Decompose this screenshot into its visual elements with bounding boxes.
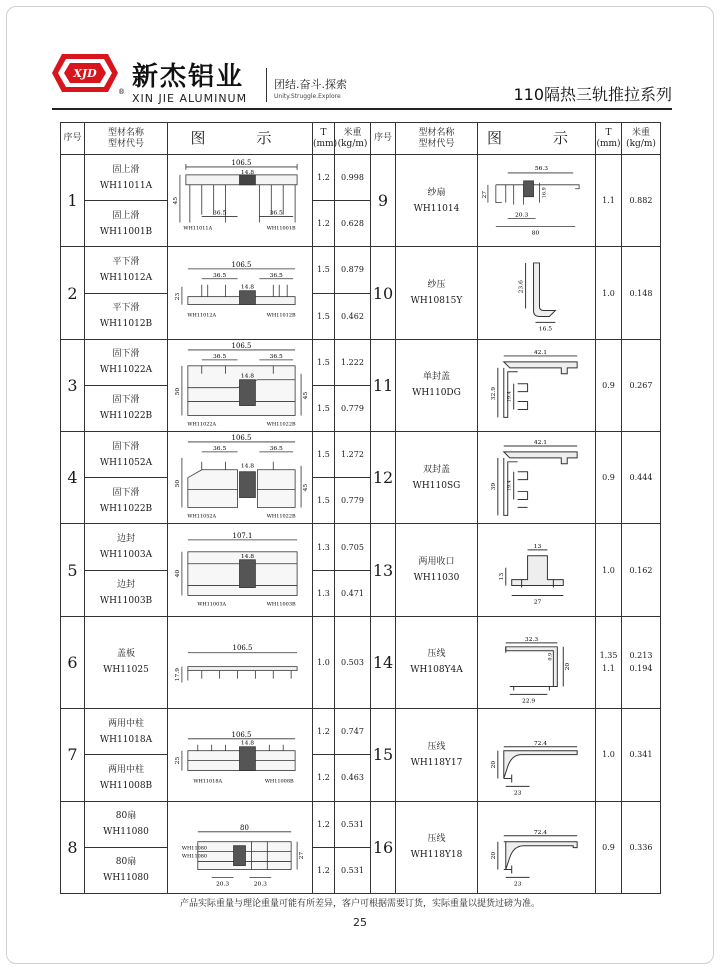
profile-name: 盖板 (116, 649, 135, 660)
seq-number: 6 (61, 616, 85, 708)
profile-diagram (478, 155, 596, 247)
footnote: 产品实际重量与理论重量可能有所差异，客户可根据需要订货，实际重量以提货过磅为准。 (179, 899, 540, 909)
header-t-unit-right: (mm) (596, 138, 621, 149)
profile-cell (85, 755, 168, 801)
page-number: 25 (353, 916, 367, 929)
series-title: 110隔热三轨推拉系列 (513, 85, 672, 104)
weight: 0.531 (335, 847, 371, 893)
profile-diagram (168, 709, 313, 801)
slogan-cn: 团结.奋斗.探索 (274, 78, 347, 91)
slogan-en: Unity.Struggle.Explore (274, 93, 341, 100)
thickness: 1.2 (313, 755, 335, 801)
weight: 0.162 (622, 524, 661, 616)
dim-label: 106.5 (231, 730, 252, 739)
thickness: 1.5 (313, 385, 335, 431)
profile-drawing (478, 709, 595, 800)
weight: 0.267 (622, 339, 661, 431)
thickness: 1.2 (313, 847, 335, 893)
dim-label: 39 (489, 482, 497, 491)
weight: 1.272 (335, 432, 371, 478)
profile-code: WH118Y18 (410, 850, 463, 861)
profile-code: WH11014 (413, 203, 460, 214)
profile-code: WH11080 (103, 873, 149, 884)
dim-label: 23 (173, 293, 181, 301)
profile-drawing (478, 155, 595, 246)
weight: 0.779 (335, 385, 371, 431)
profile-diagram (478, 616, 596, 708)
profile-name: 固下滑 (112, 487, 140, 498)
profile-diagram (168, 432, 313, 524)
part-tag: WH11080 (181, 853, 208, 860)
profile-diagram (168, 616, 313, 708)
profile-cell (85, 570, 168, 616)
dim-label: 45 (302, 391, 310, 400)
header-t-right (596, 123, 622, 155)
profile-name: 80扇 (115, 811, 137, 822)
profile-code: WH108Y4A (410, 665, 463, 676)
profile-cell (85, 801, 168, 847)
dim-label: 14.8 (240, 739, 255, 747)
profile-name: 纱扇 (427, 187, 446, 198)
dim-label: 36.5 (213, 352, 227, 360)
dim-label: 23 (513, 879, 522, 887)
header-weight-label: 米重 (343, 127, 362, 138)
profile-code: WH110DG (412, 388, 461, 399)
profile-name: 两用收口 (418, 557, 455, 568)
dim-label: 36.5 (269, 272, 283, 280)
profile-name: 固上滑 (112, 210, 140, 221)
dim-label: 80 (240, 823, 249, 832)
profile-code: WH10815Y (410, 296, 463, 307)
profile-drawing (478, 247, 595, 338)
header-code-right: 型材代号 (418, 138, 455, 149)
dim-label: 32.9 (489, 386, 497, 400)
dim-label: 16.5 (538, 325, 553, 333)
profile-cell (396, 432, 478, 524)
weight: 0.705 (335, 524, 371, 570)
profile-drawing (478, 617, 595, 708)
dim-label: 23 (513, 789, 522, 797)
weight: 0.341 (622, 709, 661, 801)
profile-code: WH118Y17 (410, 757, 463, 768)
weight: 0.882 (622, 155, 661, 247)
header-diagram: 图 示 (168, 123, 313, 155)
profile-name: 边封 (116, 580, 135, 591)
dim-label: 56.3 (534, 164, 549, 172)
dim-label: 14.8 (240, 372, 255, 380)
thickness: 1.5 (313, 432, 335, 478)
thickness-b: 1.1 (602, 664, 615, 674)
table-row (61, 432, 661, 478)
header-seq-right: 序号 (371, 123, 396, 155)
dim-label: 14.8 (240, 284, 255, 292)
profile-code: WH11003A (99, 550, 153, 561)
profile-diagram (478, 801, 596, 893)
dim-label: 36.5 (269, 352, 283, 360)
seq-number: 11 (371, 339, 396, 431)
thickness: 1.2 (313, 155, 335, 201)
dim-label: 72.4 (533, 828, 548, 836)
profile-drawing (168, 802, 312, 893)
profile-code: WH11018A (99, 734, 153, 745)
seq-number: 5 (61, 524, 85, 616)
part-tag: WH11052A (187, 513, 217, 520)
dim-label: 80 (531, 229, 540, 237)
dim-label: 36.5 (213, 209, 227, 217)
profile-code: WH11022B (99, 411, 153, 422)
profile-diagram (478, 524, 596, 616)
profile-cell (396, 339, 478, 431)
profile-code: WH11022A (99, 365, 153, 376)
catalog-header (52, 50, 672, 110)
profile-name: 压线 (427, 649, 446, 660)
seq-number: 2 (61, 247, 85, 339)
part-tag: WH11080 (181, 845, 208, 852)
profile-cell (396, 247, 478, 339)
table-row (61, 155, 661, 201)
dim-label: 42.1 (533, 348, 548, 356)
weight: 0.503 (335, 616, 371, 708)
thickness: 1.0 (596, 709, 622, 801)
brand-name-en: XIN JIE ALUMINUM (132, 92, 248, 105)
profile-code: WH11012B (99, 319, 153, 330)
table-row (61, 709, 661, 755)
brand-separator (266, 68, 267, 102)
profile-code: WH11012A (99, 272, 153, 283)
dim-label: 14.8 (240, 553, 255, 561)
dim-label: 50 (173, 479, 181, 488)
weight: 0.747 (335, 709, 371, 755)
header-t (313, 123, 338, 155)
seq-number: 13 (371, 524, 396, 616)
profile-cell (396, 709, 478, 801)
registered-mark: ® (118, 88, 125, 96)
profile-name: 两用中柱 (107, 764, 144, 775)
dim-label: 13 (497, 573, 505, 581)
seq-number: 15 (371, 709, 396, 801)
profile-name: 固下滑 (112, 349, 140, 360)
thickness (596, 616, 622, 708)
profile-name: 平下滑 (112, 256, 140, 267)
dim-label: 107.1 (232, 532, 253, 541)
header-weight-label-right: 米重 (631, 127, 650, 138)
profile-code: WH11052A (99, 457, 153, 468)
dim-label: 19.4 (506, 480, 513, 492)
profile-diagram (168, 339, 313, 431)
thickness: 1.5 (313, 247, 335, 293)
dim-label: 23.6 (517, 280, 525, 294)
dim-label: 106.5 (232, 643, 253, 652)
dim-label: 20 (489, 760, 497, 769)
dim-label: 40 (173, 570, 181, 578)
thickness: 1.0 (596, 524, 622, 616)
profile-code: WH11001B (99, 226, 153, 237)
profile-code: WH11011A (99, 180, 153, 191)
weight (622, 616, 661, 708)
profile-code: WH11022B (99, 503, 153, 514)
header-weight-unit: (kg/m) (337, 138, 368, 149)
dim-label: 72.4 (533, 739, 548, 747)
weight: 0.471 (335, 570, 371, 616)
dim-label: 22.9 (521, 697, 536, 705)
profile-drawing (168, 524, 312, 615)
seq-number: 16 (371, 801, 396, 893)
dim-label: 106.5 (231, 341, 252, 350)
profile-diagram (168, 801, 313, 893)
part-tag: WH11003A (197, 601, 227, 608)
profile-cell (85, 432, 168, 478)
dim-label: 14.8 (240, 462, 255, 470)
table-header-row (61, 123, 661, 155)
header-t-label-right: T (605, 127, 612, 138)
dim-label: 20.3 (515, 211, 529, 219)
profile-diagram (478, 709, 596, 801)
header-weight-unit-right: (kg/m) (626, 138, 656, 149)
thickness: 1.5 (313, 478, 335, 524)
dim-label: 42.1 (533, 439, 548, 447)
profile-code: WH11008B (99, 780, 153, 791)
part-tag: WH11022A (187, 421, 217, 428)
weight: 0.998 (335, 155, 371, 201)
part-tag: WH11011A (183, 225, 213, 232)
dim-label: 20.3 (216, 879, 230, 887)
profile-name: 平下滑 (112, 303, 140, 314)
profile-cell (85, 247, 168, 293)
dim-label: 32.3 (524, 635, 539, 643)
dim-label: 27 (480, 190, 488, 199)
dim-label: 20.3 (253, 879, 267, 887)
profile-name: 80扇 (115, 857, 137, 868)
thickness: 1.3 (313, 524, 335, 570)
table-row (61, 801, 661, 847)
profile-name: 压线 (427, 741, 446, 752)
seq-number: 4 (61, 432, 85, 524)
header-name-right: 型材名称 (418, 127, 455, 138)
thickness: 0.9 (596, 432, 622, 524)
profile-diagram (168, 524, 313, 616)
table-row (61, 524, 661, 570)
profile-cell (396, 801, 478, 893)
dim-label: 25 (173, 757, 181, 765)
header-weight-right (622, 123, 661, 155)
table-row (61, 616, 661, 708)
weight-b: 0.194 (629, 664, 653, 674)
header-code: 型材代号 (107, 138, 144, 149)
profile-name: 双封盖 (422, 464, 450, 475)
dim-label: 0.9 (547, 652, 554, 661)
profile-cell (85, 155, 168, 201)
dim-label: 106.5 (231, 434, 252, 443)
dim-label: 45 (171, 196, 179, 205)
profile-code: WH11025 (103, 665, 149, 676)
thickness: 0.9 (596, 339, 622, 431)
profile-name: 两用中柱 (107, 718, 144, 729)
seq-number: 10 (371, 247, 396, 339)
profile-code: WH11030 (413, 573, 460, 584)
part-tag: WH11001B (266, 225, 296, 232)
dim-label: 36.5 (269, 444, 283, 452)
header-t-unit: (mm) (313, 138, 338, 149)
header-seq: 序号 (61, 123, 85, 155)
dim-label: 106.5 (231, 158, 252, 167)
dim-label: 36.5 (213, 444, 227, 452)
profile-code: WH110SG (412, 480, 461, 491)
profile-name: 纱压 (427, 280, 446, 291)
profile-name: 固上滑 (112, 164, 140, 175)
part-tag: WH11008B (264, 778, 294, 785)
dim-label: 20 (564, 662, 572, 671)
profile-cell (85, 847, 168, 893)
dim-label: 106.5 (231, 261, 252, 270)
weight: 0.462 (335, 293, 371, 339)
header-weight (335, 123, 371, 155)
weight: 0.444 (622, 432, 661, 524)
dim-label: 50 (173, 387, 181, 396)
seq-number: 8 (61, 801, 85, 893)
seq-number: 9 (371, 155, 396, 247)
thickness: 1.5 (313, 339, 335, 385)
dim-label: 14.8 (240, 168, 255, 176)
weight: 0.879 (335, 247, 371, 293)
dim-label: 17.9 (173, 667, 181, 682)
thickness-a: 1.35 (599, 651, 618, 661)
profile-drawing (168, 709, 312, 800)
header-rule (52, 108, 672, 110)
part-tag: WH11012B (266, 312, 296, 319)
profile-drawing (478, 432, 595, 523)
profile-name: 压线 (427, 834, 446, 845)
profile-cell (85, 339, 168, 385)
profile-cell (85, 385, 168, 431)
profile-catalog-table (60, 122, 661, 894)
profile-cell (396, 616, 478, 708)
xjd-logo-icon (52, 50, 124, 96)
seq-number: 3 (61, 339, 85, 431)
dim-label: 20 (489, 851, 497, 859)
brand-name-cn: 新杰铝业 (132, 62, 245, 92)
profile-diagram (478, 432, 596, 524)
profile-name: 边封 (116, 534, 135, 545)
thickness: 1.3 (313, 570, 335, 616)
seq-number: 7 (61, 709, 85, 801)
weight: 1.222 (335, 339, 371, 385)
thickness: 1.0 (596, 247, 622, 339)
profile-cell (396, 524, 478, 616)
table-row (61, 247, 661, 293)
profile-cell (85, 293, 168, 339)
profile-name: 单封盖 (422, 372, 450, 383)
seq-number: 14 (371, 616, 396, 708)
weight: 0.628 (335, 201, 371, 247)
profile-cell (85, 616, 168, 708)
profile-drawing (478, 340, 595, 431)
profile-drawing (168, 340, 312, 431)
weight: 0.531 (335, 801, 371, 847)
seq-number: 12 (371, 432, 396, 524)
header-name: 型材名称 (107, 127, 144, 138)
weight: 0.148 (622, 247, 661, 339)
thickness: 1.2 (313, 201, 335, 247)
dim-label: 27 (298, 851, 306, 859)
part-tag: WH11003B (266, 601, 296, 608)
part-tag: WH11018A (193, 778, 223, 785)
profile-cell (85, 709, 168, 755)
profile-diagram (478, 247, 596, 339)
thickness: 1.5 (313, 293, 335, 339)
profile-drawing (168, 155, 312, 246)
profile-cell (85, 201, 168, 247)
profile-cell (396, 155, 478, 247)
weight-a: 0.213 (629, 651, 653, 661)
dim-label: 13 (533, 543, 542, 551)
header-t-label: T (320, 127, 327, 138)
thickness: 1.2 (313, 709, 335, 755)
dim-label: 45 (302, 483, 310, 492)
header-name-code (85, 123, 168, 155)
profile-name: 固下滑 (112, 395, 140, 406)
profile-drawing (168, 247, 312, 338)
thickness: 1.1 (596, 155, 622, 247)
dim-label: 16.9 (541, 187, 548, 199)
dim-label: 27 (533, 598, 542, 606)
profile-code: WH11080 (103, 827, 149, 838)
weight: 0.336 (622, 801, 661, 893)
logo-text: XJD (73, 67, 97, 80)
profile-drawing (478, 802, 595, 893)
profile-diagram (168, 155, 313, 247)
profile-cell (85, 478, 168, 524)
table-row (61, 339, 661, 385)
part-tag: WH11012A (187, 312, 217, 319)
profile-cell (85, 524, 168, 570)
profile-code: WH11003B (99, 596, 153, 607)
weight: 0.463 (335, 755, 371, 801)
dim-label: 36.5 (269, 209, 283, 217)
profile-drawing (168, 432, 312, 523)
weight: 0.779 (335, 478, 371, 524)
thickness: 1.0 (313, 616, 335, 708)
profile-diagram (168, 247, 313, 339)
thickness: 0.9 (596, 801, 622, 893)
profile-drawing (478, 524, 595, 615)
thickness: 1.2 (313, 801, 335, 847)
profile-drawing (168, 617, 312, 708)
part-tag: WH11022B (266, 513, 296, 520)
part-tag: WH11022B (266, 421, 296, 428)
seq-number: 1 (61, 155, 85, 247)
dim-label: 19.4 (506, 390, 513, 402)
profile-name: 固下滑 (112, 441, 140, 452)
header-name-code-right (396, 123, 478, 155)
header-diagram-right: 图 示 (478, 123, 596, 155)
profile-diagram (478, 339, 596, 431)
dim-label: 36.5 (213, 272, 227, 280)
